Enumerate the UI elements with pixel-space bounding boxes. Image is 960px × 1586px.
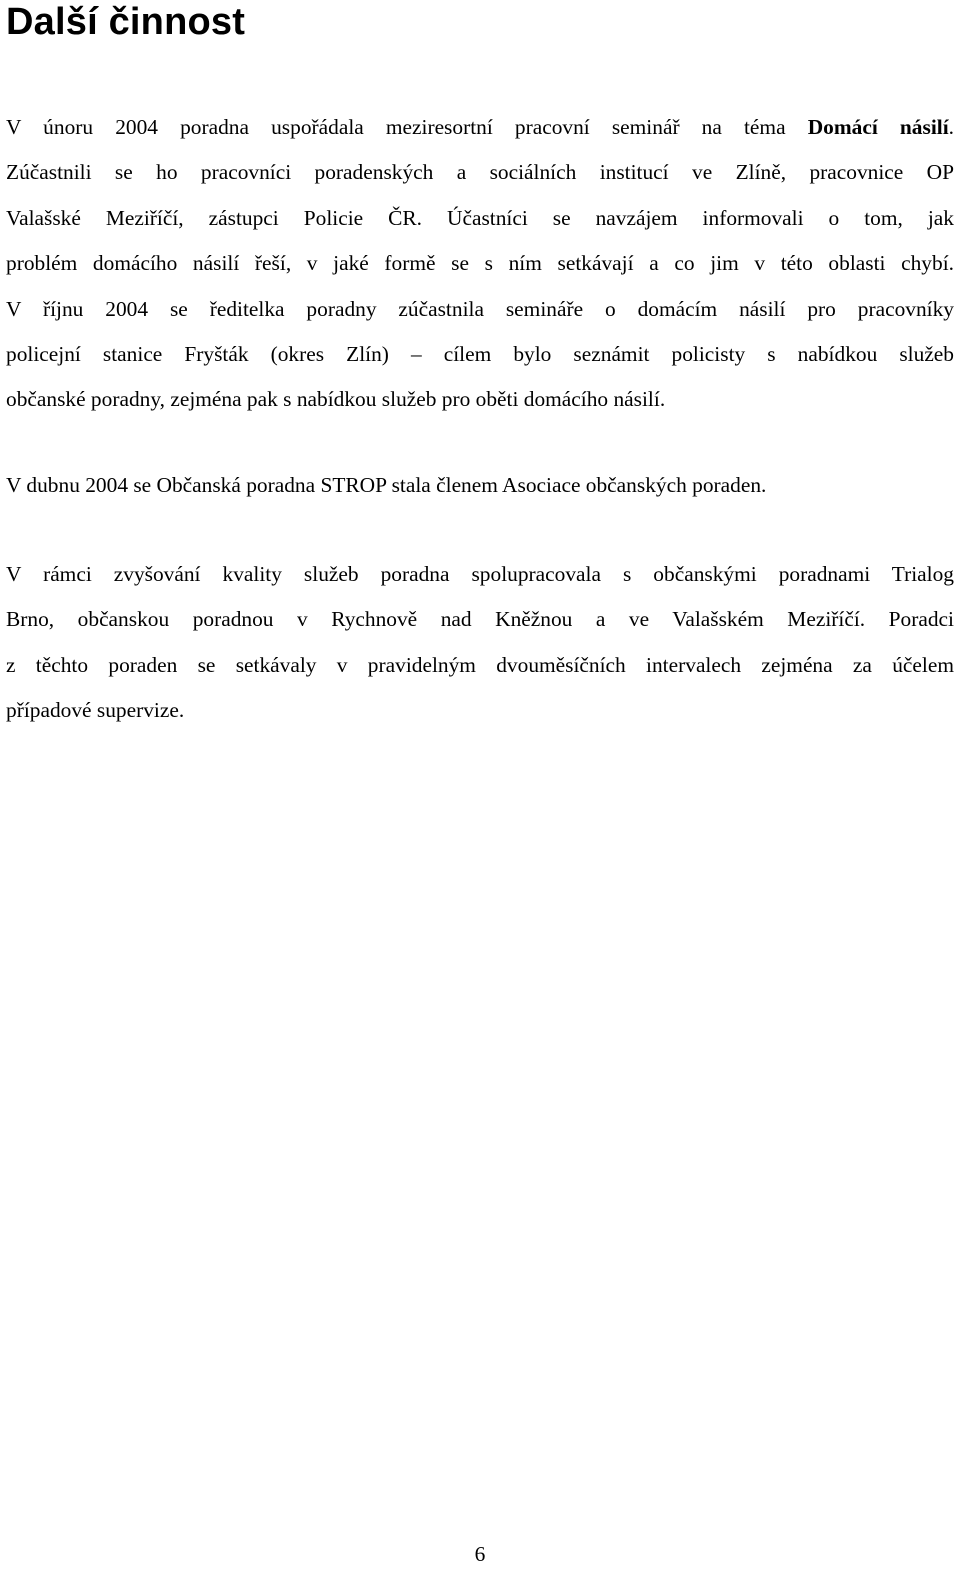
paragraph-association-membership [6, 463, 954, 508]
text-line: V říjnu 2004 se ředitelka poradny zúčastnila semináře o domácím násilí pro pracovníky [6, 296, 954, 321]
text-line: problém domácího násilí řeší, v jaké formě se s ním setkávají a co jim v této oblasti chybí. [6, 251, 954, 276]
text-run: V únoru 2004 poradna uspořádala meziresortní pracovní seminář na téma [6, 115, 808, 139]
seminar-topic-bold: Domácí násilí [807, 115, 949, 139]
text-line: Zúčastnili se ho pracovníci poradenských a sociálních institucí ve Zlíně, pracovnice OP [6, 160, 954, 185]
paragraph-quality-cooperation [6, 552, 954, 734]
text-line [6, 105, 954, 150]
text-run: . [948, 115, 955, 139]
text-line: Valašské Meziříčí, zástupci Policie ČR. Účastníci se navzájem informovali o tom, jak [6, 205, 954, 230]
text-line: policejní stanice Fryšták (okres Zlín) – cílem bylo seznámit policisty s nabídkou služeb [6, 342, 954, 367]
page-number: 6 [474, 1542, 486, 1566]
text-line: občanské poradny, zejména pak s nabídkou služeb pro oběti domácího násilí. [6, 387, 666, 412]
paragraph-domestic-violence [6, 105, 954, 423]
text-line: případové supervize. [6, 698, 185, 723]
text-line: Brno, občanskou poradnou v Rychnově nad Kněžnou a ve Valašském Meziříčí. Poradci [6, 607, 954, 632]
page-heading: Další činnost [6, 1, 246, 43]
text-line: V rámci zvyšování kvality služeb poradna spolupracovala s občanskými poradnami Trialog [6, 562, 954, 586]
text-line: z těchto poraden se setkávaly v pravidelným dvouměsíčních intervalech zejména za účelem [6, 652, 954, 677]
text-line: V dubnu 2004 se Občanská poradna STROP stala členem Asociace občanských poraden. [6, 473, 767, 497]
